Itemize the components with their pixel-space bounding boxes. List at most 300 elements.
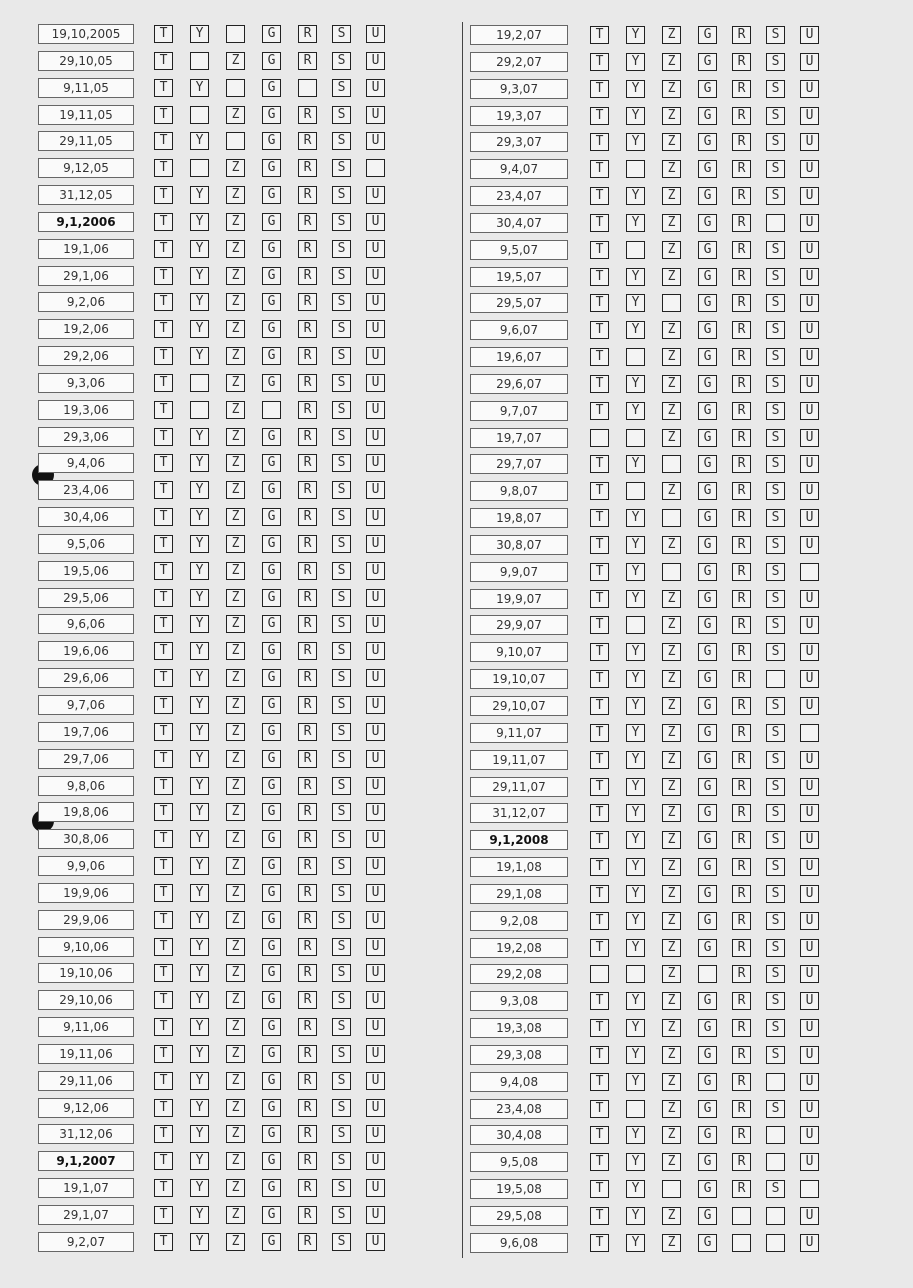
checkbox-y: Y	[190, 213, 209, 231]
checkbox-y: Y	[626, 939, 645, 957]
checkbox-r: R	[732, 939, 751, 957]
checkbox-z: Z	[662, 616, 681, 634]
date-cell: 29,5,06	[38, 588, 134, 608]
date-cell: 9,9,07	[470, 562, 568, 582]
checkbox-s: S	[332, 428, 351, 446]
checkbox-z: Z	[662, 1126, 681, 1144]
checkbox-z: Z	[226, 830, 245, 848]
checkbox-s: S	[332, 1206, 351, 1224]
checkbox-t: T	[154, 911, 173, 929]
checkbox-z: Z	[662, 1019, 681, 1037]
checkbox-g: G	[698, 80, 717, 98]
checkbox-u: U	[800, 643, 819, 661]
checkbox-g: G	[698, 831, 717, 849]
checkbox-t: T	[590, 160, 609, 178]
checkbox-t: T	[154, 535, 173, 553]
date-cell: 19,10,2005	[38, 24, 134, 44]
checkbox-r: R	[732, 429, 751, 447]
date-cell: 19,7,06	[38, 722, 134, 742]
checkbox-z: Z	[226, 347, 245, 365]
checkbox-r: R	[298, 696, 317, 714]
checkbox-y: Y	[626, 992, 645, 1010]
checkbox-y: Y	[626, 509, 645, 527]
checkbox-t: T	[590, 992, 609, 1010]
date-cell: 9,6,06	[38, 614, 134, 634]
date-cell: 29,11,07	[470, 777, 568, 797]
checkbox-g: G	[262, 293, 281, 311]
checkbox-t: T	[154, 589, 173, 607]
checkbox-g: G	[698, 697, 717, 715]
checkbox-y: Y	[190, 1099, 209, 1117]
checkbox-u: U	[800, 80, 819, 98]
checkbox-s: S	[332, 267, 351, 285]
checkbox-r: R	[732, 402, 751, 420]
checkbox-y: Y	[190, 1125, 209, 1143]
checkbox-g: G	[262, 696, 281, 714]
checkbox-u: U	[800, 697, 819, 715]
checkbox-r: R	[732, 294, 751, 312]
checkbox-r: R	[732, 1046, 751, 1064]
checkbox-r: R	[298, 669, 317, 687]
checkbox-s: S	[766, 563, 785, 581]
checkbox-g: G	[262, 213, 281, 231]
checkbox-s: S	[332, 857, 351, 875]
checkbox-y: Y	[190, 857, 209, 875]
checkbox-r: R	[732, 1100, 751, 1118]
checkbox-r: R	[732, 482, 751, 500]
checkbox-r: R	[298, 803, 317, 821]
checkbox-t: T	[590, 536, 609, 554]
checkbox-s: S	[766, 724, 785, 742]
checkbox-u: U	[366, 374, 385, 392]
checkbox-s: S	[766, 590, 785, 608]
date-cell: 29,3,08	[470, 1045, 568, 1065]
checkbox-s: S	[332, 401, 351, 419]
checkbox-r: R	[298, 615, 317, 633]
checkbox-z: Z	[662, 697, 681, 715]
checkbox-g: G	[262, 1233, 281, 1251]
checkbox-r: R	[298, 428, 317, 446]
checkbox-t: T	[154, 213, 173, 231]
checkbox-g: G	[262, 1152, 281, 1170]
date-cell: 9,10,07	[470, 642, 568, 662]
checkbox-u: U	[366, 991, 385, 1009]
checkbox-t: T	[154, 750, 173, 768]
date-cell: 9,11,05	[38, 78, 134, 98]
checkbox-u: U	[800, 831, 819, 849]
checkbox-u: U	[800, 53, 819, 71]
checkbox-u: U	[800, 1073, 819, 1091]
checkbox-t: T	[590, 778, 609, 796]
date-cell: 19,6,07	[470, 347, 568, 367]
checkbox-r: R	[298, 535, 317, 553]
checkbox-g: G	[262, 964, 281, 982]
checkbox-t: T	[590, 912, 609, 930]
checkbox-r: R	[298, 293, 317, 311]
checkbox-u: U	[800, 1019, 819, 1037]
checkbox-s	[766, 1126, 785, 1144]
checkbox-t: T	[590, 375, 609, 393]
checkbox-t: T	[590, 26, 609, 44]
checkbox-r: R	[298, 964, 317, 982]
checkbox-s: S	[332, 642, 351, 660]
checkbox-z: Z	[662, 912, 681, 930]
checkbox-r: R	[732, 375, 751, 393]
checkbox-z: Z	[226, 669, 245, 687]
checkbox-u: U	[800, 912, 819, 930]
date-cell: 29,11,06	[38, 1071, 134, 1091]
checkbox-r: R	[298, 347, 317, 365]
checkbox-s: S	[766, 751, 785, 769]
date-cell: 9,8,07	[470, 481, 568, 501]
checkbox-u: U	[800, 348, 819, 366]
checkbox-z	[662, 563, 681, 581]
checkbox-z: Z	[226, 106, 245, 124]
checkbox-t: T	[154, 1206, 173, 1224]
checkbox-g: G	[262, 535, 281, 553]
date-cell: 9,5,06	[38, 534, 134, 554]
checkbox-g: G	[698, 160, 717, 178]
checkbox-u: U	[366, 267, 385, 285]
checkbox-t: T	[154, 186, 173, 204]
date-cell: 9,4,06	[38, 453, 134, 473]
date-cell: 9,1,2006	[38, 212, 134, 232]
checkbox-s: S	[766, 509, 785, 527]
checkbox-s: S	[332, 106, 351, 124]
checkbox-g: G	[262, 267, 281, 285]
checkbox-z: Z	[226, 213, 245, 231]
checkbox-r	[732, 1207, 751, 1225]
checkbox-y: Y	[190, 1179, 209, 1197]
checkbox-g: G	[262, 911, 281, 929]
checkbox-t: T	[154, 267, 173, 285]
date-cell: 9,3,07	[470, 79, 568, 99]
checkbox-g: G	[262, 750, 281, 768]
checkbox-r: R	[298, 213, 317, 231]
date-cell: 29,9,06	[38, 910, 134, 930]
checkbox-u: U	[800, 965, 819, 983]
date-cell: 9,2,06	[38, 292, 134, 312]
checkbox-t: T	[590, 804, 609, 822]
checkbox-z: Z	[662, 992, 681, 1010]
checkbox-s: S	[766, 992, 785, 1010]
checkbox-z: Z	[226, 52, 245, 70]
checkbox-t: T	[154, 106, 173, 124]
checkbox-g: G	[262, 320, 281, 338]
checkbox-z: Z	[226, 267, 245, 285]
checkbox-r: R	[732, 53, 751, 71]
checkbox-g	[262, 401, 281, 419]
checkbox-y: Y	[626, 1234, 645, 1252]
checkbox-g: G	[262, 1125, 281, 1143]
checkbox-g: G	[262, 79, 281, 97]
checkbox-s: S	[766, 241, 785, 259]
checkbox-g: G	[262, 25, 281, 43]
date-cell: 9,3,08	[470, 991, 568, 1011]
date-cell: 29,10,06	[38, 990, 134, 1010]
checkbox-g: G	[698, 321, 717, 339]
checkbox-r: R	[298, 830, 317, 848]
checkbox-r: R	[732, 187, 751, 205]
checkbox-z: Z	[662, 1207, 681, 1225]
checkbox-s: S	[332, 159, 351, 177]
checkbox-u: U	[366, 1152, 385, 1170]
checkbox-s: S	[766, 294, 785, 312]
checkbox-s: S	[332, 1072, 351, 1090]
checkbox-r: R	[298, 723, 317, 741]
checkbox-t: T	[154, 964, 173, 982]
checkbox-y: Y	[626, 1126, 645, 1144]
checkbox-g: G	[698, 804, 717, 822]
checkbox-r: R	[298, 1072, 317, 1090]
checkbox-y: Y	[190, 428, 209, 446]
checkbox-z: Z	[226, 1125, 245, 1143]
checkbox-u: U	[800, 321, 819, 339]
checkbox-y	[190, 106, 209, 124]
checkbox-z: Z	[662, 241, 681, 259]
checkbox-g: G	[262, 857, 281, 875]
checkbox-s: S	[766, 402, 785, 420]
checkbox-t: T	[590, 107, 609, 125]
checkbox-t: T	[590, 133, 609, 151]
checkbox-z: Z	[226, 481, 245, 499]
checkbox-s: S	[332, 132, 351, 150]
checkbox-s: S	[766, 26, 785, 44]
checkbox-g: G	[698, 133, 717, 151]
checkbox-r: R	[298, 267, 317, 285]
checkbox-y: Y	[626, 26, 645, 44]
date-cell: 9,2,08	[470, 911, 568, 931]
checkbox-s: S	[332, 25, 351, 43]
checkbox-r: R	[298, 320, 317, 338]
checkbox-y: Y	[626, 1019, 645, 1037]
checkbox-s: S	[332, 991, 351, 1009]
checkbox-t: T	[154, 1018, 173, 1036]
checkbox-g: G	[698, 402, 717, 420]
checkbox-t: T	[154, 240, 173, 258]
checkbox-r: R	[732, 563, 751, 581]
checkbox-s: S	[766, 831, 785, 849]
checkbox-r: R	[732, 348, 751, 366]
checkbox-s: S	[332, 481, 351, 499]
checkbox-r: R	[298, 186, 317, 204]
checkbox-z: Z	[662, 1153, 681, 1171]
checkbox-z: Z	[662, 429, 681, 447]
checkbox-y: Y	[626, 858, 645, 876]
checkbox-z: Z	[226, 1206, 245, 1224]
checkbox-s: S	[766, 348, 785, 366]
checkbox-s: S	[332, 508, 351, 526]
checkbox-g: G	[698, 858, 717, 876]
checkbox-u	[800, 724, 819, 742]
checkbox-s	[766, 1153, 785, 1171]
checkbox-y: Y	[190, 132, 209, 150]
checkbox-s: S	[332, 1018, 351, 1036]
date-cell: 19,10,07	[470, 669, 568, 689]
checkbox-r: R	[298, 857, 317, 875]
checkbox-s: S	[332, 293, 351, 311]
checkbox-y: Y	[190, 589, 209, 607]
checkbox-g: G	[698, 939, 717, 957]
checkbox-r: R	[732, 643, 751, 661]
checkbox-z: Z	[662, 107, 681, 125]
date-cell: 19,2,06	[38, 319, 134, 339]
checkbox-u: U	[366, 884, 385, 902]
checkbox-r: R	[298, 106, 317, 124]
date-cell: 23,4,07	[470, 186, 568, 206]
checkbox-g: G	[262, 723, 281, 741]
checkbox-u: U	[366, 696, 385, 714]
checkbox-s: S	[766, 455, 785, 473]
checkbox-s: S	[332, 1152, 351, 1170]
checkbox-u: U	[800, 160, 819, 178]
checkbox-r: R	[298, 911, 317, 929]
checkbox-t: T	[154, 320, 173, 338]
checkbox-y: Y	[190, 1045, 209, 1063]
checkbox-u: U	[800, 26, 819, 44]
checkbox-u: U	[800, 107, 819, 125]
checkbox-g: G	[698, 1207, 717, 1225]
checkbox-g: G	[262, 428, 281, 446]
checkbox-t: T	[154, 52, 173, 70]
checkbox-t: T	[154, 1233, 173, 1251]
checkbox-y	[626, 1100, 645, 1118]
checkbox-y: Y	[190, 669, 209, 687]
checkbox-y: Y	[190, 1152, 209, 1170]
checkbox-z: Z	[662, 643, 681, 661]
checkbox-z: Z	[662, 965, 681, 983]
checkbox-z: Z	[226, 642, 245, 660]
checkbox-r: R	[298, 1125, 317, 1143]
date-cell: 19,1,08	[470, 857, 568, 877]
checkbox-z: Z	[662, 402, 681, 420]
checkbox-r: R	[732, 26, 751, 44]
date-cell: 9,2,07	[38, 1232, 134, 1252]
checkbox-t: T	[590, 321, 609, 339]
checkbox-t: T	[590, 80, 609, 98]
checkbox-u: U	[800, 992, 819, 1010]
checkbox-r: R	[298, 52, 317, 70]
checkbox-z: Z	[226, 696, 245, 714]
date-cell: 29,6,07	[470, 374, 568, 394]
checkbox-r	[298, 79, 317, 97]
checkbox-g: G	[698, 187, 717, 205]
date-cell: 29,3,06	[38, 427, 134, 447]
checkbox-y: Y	[190, 750, 209, 768]
date-cell: 9,11,06	[38, 1017, 134, 1037]
checkbox-r: R	[732, 107, 751, 125]
checkbox-u: U	[800, 778, 819, 796]
date-cell: 9,10,06	[38, 937, 134, 957]
checkbox-u: U	[800, 1207, 819, 1225]
checkbox-z: Z	[662, 858, 681, 876]
checkbox-r: R	[732, 965, 751, 983]
checkbox-r: R	[732, 1180, 751, 1198]
checkbox-y: Y	[190, 615, 209, 633]
checkbox-r: R	[732, 321, 751, 339]
checkbox-t: T	[154, 642, 173, 660]
date-cell: 9,7,07	[470, 401, 568, 421]
checkbox-s: S	[332, 240, 351, 258]
checkbox-u: U	[800, 429, 819, 447]
checkbox-y: Y	[626, 697, 645, 715]
checkbox-s: S	[332, 347, 351, 365]
checkbox-u: U	[800, 616, 819, 634]
checkbox-y: Y	[626, 590, 645, 608]
checkbox-s	[766, 670, 785, 688]
checkbox-y: Y	[626, 885, 645, 903]
checkbox-t: T	[154, 347, 173, 365]
checkbox-u: U	[800, 1046, 819, 1064]
checkbox-s: S	[332, 830, 351, 848]
checkbox-s: S	[766, 268, 785, 286]
checkbox-t	[590, 965, 609, 983]
checkbox-t: T	[590, 563, 609, 581]
checkbox-g: G	[262, 642, 281, 660]
checkbox-t: T	[590, 590, 609, 608]
checkbox-y	[626, 616, 645, 634]
checkbox-y: Y	[626, 831, 645, 849]
checkbox-r: R	[298, 642, 317, 660]
checkbox-s: S	[332, 52, 351, 70]
checkbox-u: U	[800, 375, 819, 393]
checkbox-z: Z	[226, 454, 245, 472]
checkbox-z: Z	[662, 751, 681, 769]
checkbox-r: R	[298, 562, 317, 580]
date-cell: 19,2,08	[470, 938, 568, 958]
checkbox-g: G	[262, 938, 281, 956]
checkbox-r: R	[732, 241, 751, 259]
checkbox-t: T	[590, 402, 609, 420]
checkbox-t	[590, 429, 609, 447]
checkbox-z: Z	[226, 1099, 245, 1117]
checkbox-r: R	[732, 509, 751, 527]
date-cell: 29,9,07	[470, 615, 568, 635]
checkbox-g: G	[262, 884, 281, 902]
checkbox-u: U	[366, 750, 385, 768]
checkbox-z: Z	[662, 80, 681, 98]
checkbox-y: Y	[190, 535, 209, 553]
checkbox-g: G	[698, 590, 717, 608]
checkbox-z: Z	[662, 348, 681, 366]
checkbox-y: Y	[626, 670, 645, 688]
checkbox-u: U	[366, 481, 385, 499]
checkbox-y: Y	[190, 320, 209, 338]
date-cell: 29,10,05	[38, 51, 134, 71]
checkbox-t: T	[590, 187, 609, 205]
checkbox-y: Y	[626, 214, 645, 232]
checkbox-g: G	[698, 1100, 717, 1118]
checkbox-g: G	[262, 106, 281, 124]
checkbox-y: Y	[190, 911, 209, 929]
checkbox-y: Y	[626, 402, 645, 420]
checkbox-z: Z	[226, 1233, 245, 1251]
checkbox-t: T	[154, 1152, 173, 1170]
checkbox-g: G	[698, 1180, 717, 1198]
checkbox-z: Z	[662, 1100, 681, 1118]
checkbox-t: T	[590, 294, 609, 312]
checkbox-t: T	[590, 1046, 609, 1064]
checkbox-u: U	[366, 1018, 385, 1036]
checkbox-g: G	[698, 294, 717, 312]
checkbox-y: Y	[626, 778, 645, 796]
checkbox-g: G	[262, 830, 281, 848]
checkbox-y: Y	[190, 481, 209, 499]
date-cell: 19,5,08	[470, 1179, 568, 1199]
checkbox-t: T	[154, 884, 173, 902]
checkbox-u: U	[800, 804, 819, 822]
date-cell: 19,9,06	[38, 883, 134, 903]
